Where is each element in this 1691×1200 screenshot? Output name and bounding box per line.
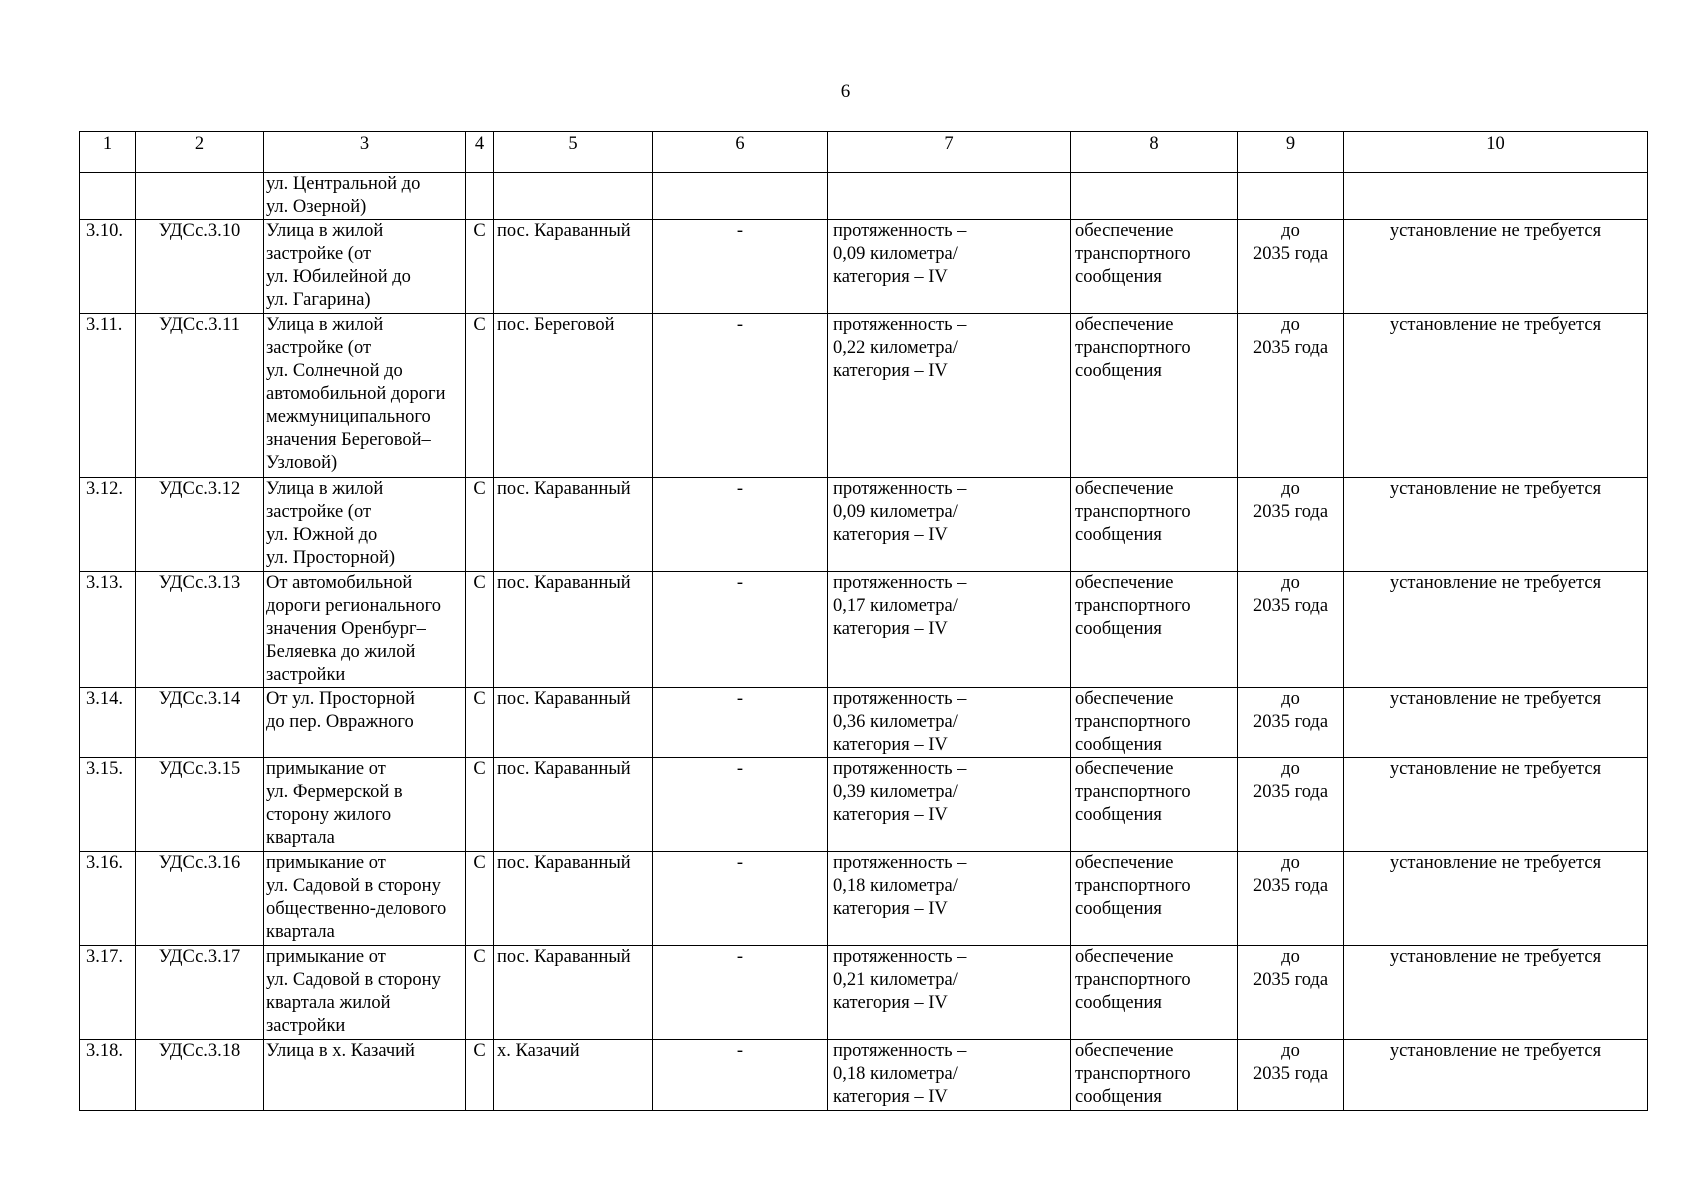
location-cell — [494, 173, 653, 220]
purpose-cell — [1071, 314, 1238, 478]
purpose-line: транспортного — [1075, 782, 1191, 802]
description-cell — [264, 688, 466, 758]
term-cell — [1238, 1040, 1344, 1111]
purpose-line: сообщения — [1075, 267, 1162, 287]
purpose-line: сообщения — [1075, 735, 1162, 755]
description-line: ул. Садовой в сторону — [266, 970, 441, 990]
description-line: застройки — [266, 1016, 346, 1036]
row-number-cell: 3.14. — [80, 688, 136, 758]
type-cell: С — [466, 758, 494, 852]
col6-cell — [653, 173, 828, 220]
description-cell — [264, 220, 466, 314]
term-line: до — [1281, 479, 1300, 499]
parameters-line: категория – IV — [833, 993, 948, 1013]
object-code-cell: УДСс.3.12 — [136, 478, 264, 572]
parameters-line: категория – IV — [833, 735, 948, 755]
row-number-cell: 3.18. — [80, 1040, 136, 1111]
parameters-cell — [828, 758, 1071, 852]
table-row — [80, 1040, 1648, 1111]
zone-cell: установление не требуется — [1344, 758, 1648, 852]
term-cell — [1238, 852, 1344, 946]
purpose-cell — [1071, 173, 1238, 220]
location-cell: пос. Караванный — [494, 688, 653, 758]
description-line: до пер. Овражного — [266, 712, 414, 732]
col6-cell: - — [653, 572, 828, 688]
purpose-line: транспортного — [1075, 876, 1191, 896]
header-cell-2: 2 — [136, 132, 264, 173]
description-line: От ул. Просторной — [266, 689, 415, 709]
description-line: сторону жилого — [266, 805, 392, 825]
parameters-line: категория – IV — [833, 267, 948, 287]
parameters-line: протяженность – — [833, 853, 967, 873]
header-row — [80, 132, 1648, 173]
description-line: примыкание от — [266, 947, 386, 967]
zone-cell: установление не требуется — [1344, 946, 1648, 1040]
zone-cell: установление не требуется — [1344, 314, 1648, 478]
purpose-line: сообщения — [1075, 993, 1162, 1013]
purpose-line: обеспечение — [1075, 947, 1174, 967]
header-cell-1: 1 — [80, 132, 136, 173]
parameters-cell — [828, 220, 1071, 314]
parameters-cell — [828, 688, 1071, 758]
zone-cell: установление не требуется — [1344, 688, 1648, 758]
parameters-line: категория – IV — [833, 805, 948, 825]
term-line: 2035 года — [1252, 502, 1329, 522]
type-cell: С — [466, 1040, 494, 1111]
term-line: до — [1281, 947, 1300, 967]
type-cell: С — [466, 572, 494, 688]
description-cell — [264, 946, 466, 1040]
term-cell — [1238, 478, 1344, 572]
purpose-cell — [1071, 688, 1238, 758]
object-code-cell: УДСс.3.16 — [136, 852, 264, 946]
table-body — [80, 173, 1648, 1111]
description-line: Улица в жилой — [266, 479, 384, 499]
purpose-line: сообщения — [1075, 1087, 1162, 1107]
description-line: застройке (от — [266, 244, 372, 264]
description-line: ул. Юбилейной до — [266, 267, 411, 287]
table-row — [80, 852, 1648, 946]
parameters-line: протяженность – — [833, 479, 967, 499]
header-cell-9: 9 — [1238, 132, 1344, 173]
location-cell: пос. Береговой — [494, 314, 653, 478]
term-line: до — [1281, 221, 1300, 241]
parameters-cell — [828, 852, 1071, 946]
parameters-line: 0,21 километра/ — [833, 970, 958, 990]
description-line: общественно-делового — [266, 899, 447, 919]
parameters-line: протяженность – — [833, 689, 967, 709]
purpose-cell — [1071, 852, 1238, 946]
location-cell: пос. Караванный — [494, 946, 653, 1040]
term-cell — [1238, 758, 1344, 852]
parameters-line: протяженность – — [833, 1041, 967, 1061]
table-row — [80, 173, 1648, 220]
location-cell: пос. Караванный — [494, 478, 653, 572]
term-line: до — [1281, 853, 1300, 873]
term-line: 2035 года — [1252, 1064, 1329, 1084]
description-line: ул. Гагарина) — [266, 290, 371, 310]
description-line: дороги регионального — [266, 596, 441, 616]
purpose-cell — [1071, 478, 1238, 572]
purpose-line: обеспечение — [1075, 573, 1174, 593]
row-number-cell — [80, 173, 136, 220]
header-cell-8: 8 — [1071, 132, 1238, 173]
object-code-cell: УДСс.3.17 — [136, 946, 264, 1040]
header-cell-10: 10 — [1344, 132, 1648, 173]
description-cell — [264, 852, 466, 946]
purpose-line: обеспечение — [1075, 689, 1174, 709]
zone-cell: установление не требуется — [1344, 478, 1648, 572]
header-cell-6: 6 — [653, 132, 828, 173]
zone-cell: установление не требуется — [1344, 1040, 1648, 1111]
term-line: 2035 года — [1252, 712, 1329, 732]
type-cell: С — [466, 946, 494, 1040]
table-row — [80, 758, 1648, 852]
parameters-cell — [828, 314, 1071, 478]
purpose-line: транспортного — [1075, 338, 1191, 358]
term-line: 2035 года — [1252, 596, 1329, 616]
col6-cell: - — [653, 314, 828, 478]
purpose-line: транспортного — [1075, 596, 1191, 616]
purpose-line: обеспечение — [1075, 1041, 1174, 1061]
row-number-cell: 3.12. — [80, 478, 136, 572]
object-code-cell: УДСс.3.14 — [136, 688, 264, 758]
description-line: примыкание от — [266, 759, 386, 779]
location-cell: пос. Караванный — [494, 220, 653, 314]
purpose-line: сообщения — [1075, 361, 1162, 381]
object-code-cell — [136, 173, 264, 220]
location-cell: пос. Караванный — [494, 758, 653, 852]
row-number-cell: 3.13. — [80, 572, 136, 688]
term-cell — [1238, 688, 1344, 758]
location-cell: пос. Караванный — [494, 852, 653, 946]
term-line: до — [1281, 315, 1300, 335]
parameters-line: протяженность – — [833, 573, 967, 593]
purpose-line: транспортного — [1075, 970, 1191, 990]
purpose-cell — [1071, 220, 1238, 314]
row-number-cell: 3.10. — [80, 220, 136, 314]
description-line: застройке (от — [266, 502, 372, 522]
term-cell — [1238, 220, 1344, 314]
term-line: 2035 года — [1252, 244, 1329, 264]
table-row — [80, 688, 1648, 758]
parameters-cell — [828, 173, 1071, 220]
description-line: квартала жилой — [266, 993, 391, 1013]
purpose-line: сообщения — [1075, 805, 1162, 825]
type-cell — [466, 173, 494, 220]
description-line: Узловой) — [266, 453, 338, 473]
purpose-line: сообщения — [1075, 525, 1162, 545]
type-cell: С — [466, 314, 494, 478]
purpose-line: сообщения — [1075, 899, 1162, 919]
parameters-line: 0,09 километра/ — [833, 244, 958, 264]
term-line: 2035 года — [1252, 338, 1329, 358]
parameters-cell — [828, 1040, 1071, 1111]
description-cell — [264, 173, 466, 220]
type-cell: С — [466, 478, 494, 572]
purpose-line: транспортного — [1075, 502, 1191, 522]
description-cell — [264, 1040, 466, 1111]
zone-cell: установление не требуется — [1344, 852, 1648, 946]
term-line: до — [1281, 1041, 1300, 1061]
parameters-line: категория – IV — [833, 525, 948, 545]
col6-cell: - — [653, 852, 828, 946]
header-cell-4: 4 — [466, 132, 494, 173]
description-line: Улица в жилой — [266, 221, 384, 241]
description-line: примыкание от — [266, 853, 386, 873]
description-line: межмуниципального — [266, 407, 431, 427]
description-line: значения Оренбург– — [266, 619, 426, 639]
col6-cell: - — [653, 688, 828, 758]
parameters-line: протяженность – — [833, 947, 967, 967]
purpose-line: обеспечение — [1075, 853, 1174, 873]
parameters-line: 0,18 километра/ — [833, 1064, 958, 1084]
description-line: ул. Южной до — [266, 525, 378, 545]
purpose-line: обеспечение — [1075, 479, 1174, 499]
description-line: ул. Озерной) — [266, 197, 367, 217]
parameters-line: 0,22 километра/ — [833, 338, 958, 358]
term-line: до — [1281, 573, 1300, 593]
description-line: автомобильной дороги — [266, 384, 446, 404]
object-code-cell: УДСс.3.11 — [136, 314, 264, 478]
parameters-line: 0,18 километра/ — [833, 876, 958, 896]
parameters-line: протяженность – — [833, 315, 967, 335]
term-line: 2035 года — [1252, 782, 1329, 802]
purpose-line: обеспечение — [1075, 221, 1174, 241]
parameters-line: 0,17 километра/ — [833, 596, 958, 616]
description-cell — [264, 314, 466, 478]
row-number-cell: 3.15. — [80, 758, 136, 852]
type-cell: С — [466, 688, 494, 758]
col6-cell: - — [653, 220, 828, 314]
purpose-line: транспортного — [1075, 1064, 1191, 1084]
description-line: застройке (от — [266, 338, 372, 358]
parameters-cell — [828, 946, 1071, 1040]
description-line: ул. Садовой в сторону — [266, 876, 441, 896]
header-cell-5: 5 — [494, 132, 653, 173]
row-number-cell: 3.17. — [80, 946, 136, 1040]
parameters-line: 0,39 километра/ — [833, 782, 958, 802]
type-cell: С — [466, 852, 494, 946]
data-table — [79, 131, 1648, 1111]
col6-cell: - — [653, 1040, 828, 1111]
location-cell: пос. Караванный — [494, 572, 653, 688]
description-line: Улица в х. Казачий — [266, 1041, 415, 1061]
term-cell — [1238, 173, 1344, 220]
parameters-cell — [828, 572, 1071, 688]
description-cell — [264, 478, 466, 572]
parameters-line: 0,36 километра/ — [833, 712, 958, 732]
table-row — [80, 946, 1648, 1040]
location-cell: х. Казачий — [494, 1040, 653, 1111]
table-row — [80, 478, 1648, 572]
parameters-line: категория – IV — [833, 1087, 948, 1107]
object-code-cell: УДСс.3.10 — [136, 220, 264, 314]
description-line: ул. Центральной до — [266, 174, 421, 194]
term-line: до — [1281, 689, 1300, 709]
zone-cell: установление не требуется — [1344, 572, 1648, 688]
description-cell — [264, 572, 466, 688]
parameters-cell — [828, 478, 1071, 572]
description-line: Беляевка до жилой — [266, 642, 416, 662]
table-row — [80, 314, 1648, 478]
parameters-line: категория – IV — [833, 899, 948, 919]
description-line: застройки — [266, 665, 346, 685]
term-line: 2035 года — [1252, 970, 1329, 990]
object-code-cell: УДСс.3.13 — [136, 572, 264, 688]
purpose-line: транспортного — [1075, 244, 1191, 264]
parameters-line: протяженность – — [833, 759, 967, 779]
term-line: до — [1281, 759, 1300, 779]
col6-cell: - — [653, 946, 828, 1040]
purpose-line: транспортного — [1075, 712, 1191, 732]
page-number: 6 — [840, 81, 851, 102]
description-line: ул. Просторной) — [266, 548, 396, 568]
description-line: квартала — [266, 828, 335, 848]
header-cell-3: 3 — [264, 132, 466, 173]
col6-cell: - — [653, 758, 828, 852]
parameters-line: категория – IV — [833, 619, 948, 639]
object-code-cell: УДСс.3.18 — [136, 1040, 264, 1111]
description-line: значения Береговой– — [266, 430, 431, 450]
term-cell — [1238, 314, 1344, 478]
purpose-line: сообщения — [1075, 619, 1162, 639]
row-number-cell: 3.11. — [80, 314, 136, 478]
description-line: ул. Солнечной до — [266, 361, 403, 381]
zone-cell: установление не требуется — [1344, 220, 1648, 314]
header-cell-7: 7 — [828, 132, 1071, 173]
description-cell — [264, 758, 466, 852]
purpose-line: обеспечение — [1075, 759, 1174, 779]
type-cell: С — [466, 220, 494, 314]
purpose-cell — [1071, 572, 1238, 688]
purpose-line: обеспечение — [1075, 315, 1174, 335]
table-row — [80, 220, 1648, 314]
purpose-cell — [1071, 1040, 1238, 1111]
parameters-line: протяженность – — [833, 221, 967, 241]
description-line: От автомобильной — [266, 573, 413, 593]
description-line: ул. Фермерской в — [266, 782, 403, 802]
object-code-cell: УДСс.3.15 — [136, 758, 264, 852]
parameters-line: категория – IV — [833, 361, 948, 381]
term-cell — [1238, 946, 1344, 1040]
parameters-line: 0,09 километра/ — [833, 502, 958, 522]
table-row — [80, 572, 1648, 688]
description-line: Улица в жилой — [266, 315, 384, 335]
col6-cell: - — [653, 478, 828, 572]
row-number-cell: 3.16. — [80, 852, 136, 946]
term-line: 2035 года — [1252, 876, 1329, 896]
purpose-cell — [1071, 758, 1238, 852]
description-line: квартала — [266, 922, 335, 942]
purpose-cell — [1071, 946, 1238, 1040]
term-cell — [1238, 572, 1344, 688]
zone-cell — [1344, 173, 1648, 220]
